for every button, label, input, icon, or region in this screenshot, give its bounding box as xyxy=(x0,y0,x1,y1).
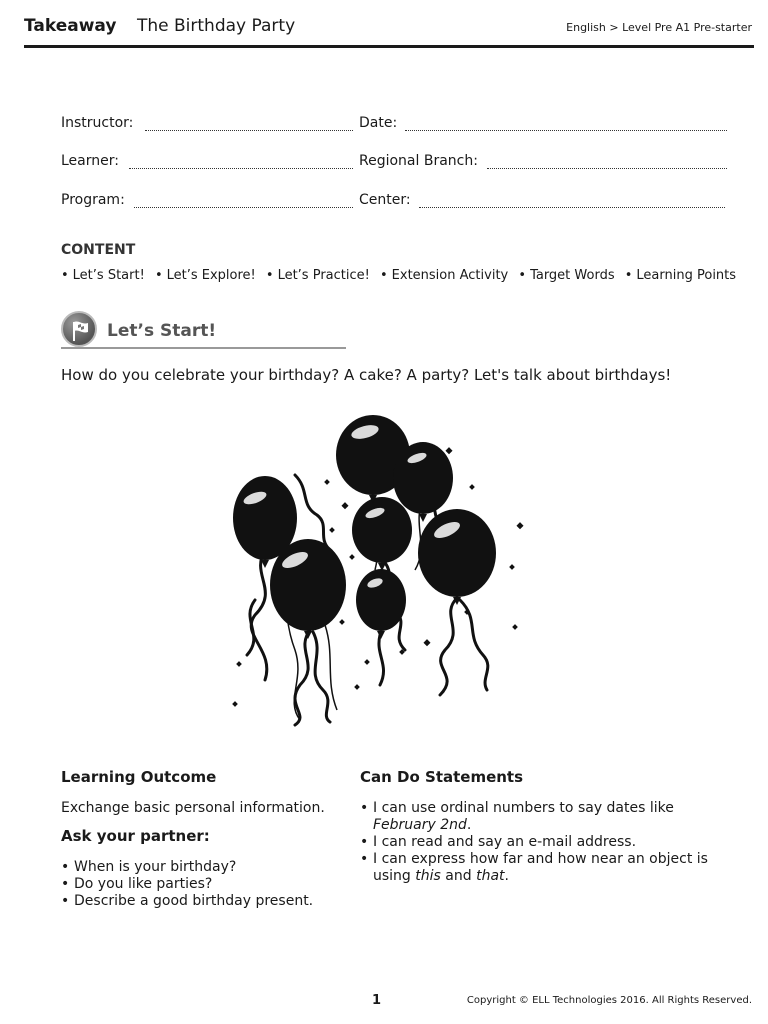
list-item: • I can express how far and how near an object is using this and that. xyxy=(360,851,740,885)
date-label: Date: xyxy=(359,115,398,131)
list-item: • I can use ordinal numbers to say dates like February 2nd. xyxy=(360,800,740,834)
content-list: • Let’s Start! • Let’s Explore! • Let’s Practice! • Extension Activity • Target Words • Learning Points xyxy=(61,268,737,283)
content-item[interactable]: Let’s Start! xyxy=(72,268,145,283)
balloons-illustration xyxy=(225,410,535,730)
copyright: Copyright © ELL Technologies 2016. All Rights Reserved. xyxy=(466,995,752,1006)
center-field[interactable] xyxy=(419,206,725,208)
content-heading: CONTENT xyxy=(61,242,136,258)
instructor-field[interactable] xyxy=(145,129,353,131)
right-column xyxy=(360,768,740,885)
brand-label: Takeaway xyxy=(24,16,117,36)
intro-text: How do you celebrate your birthday? A cake? A party? Let's talk about birthdays! xyxy=(61,366,672,384)
ask-partner-heading: Ask your partner: xyxy=(61,827,210,845)
content-item[interactable]: Extension Activity xyxy=(391,268,509,283)
form-row-program xyxy=(61,192,727,214)
learning-outcome-heading: Learning Outcome xyxy=(61,768,217,786)
list-item: • When is your birthday? xyxy=(61,859,351,876)
section-title: Let’s Start! xyxy=(107,321,217,341)
section-lets-start xyxy=(61,311,346,349)
page-header xyxy=(24,14,754,48)
left-column xyxy=(61,768,351,910)
can-do-list xyxy=(360,800,740,885)
can-do-heading: Can Do Statements xyxy=(360,768,524,786)
regional-branch-label: Regional Branch: xyxy=(359,153,478,169)
flag-icon xyxy=(61,311,97,347)
center-label: Center: xyxy=(359,192,411,208)
content-item[interactable]: Target Words xyxy=(530,268,615,283)
learner-label: Learner: xyxy=(61,153,119,169)
instructor-label: Instructor: xyxy=(61,115,134,131)
lesson-title: The Birthday Party xyxy=(137,16,296,36)
content-item[interactable]: Learning Points xyxy=(636,268,737,283)
learner-field[interactable] xyxy=(129,167,353,169)
program-field[interactable] xyxy=(134,206,353,208)
form-row-learner xyxy=(61,153,727,175)
list-item: • Describe a good birthday present. xyxy=(61,893,351,910)
regional-branch-field[interactable] xyxy=(487,167,727,169)
date-field[interactable] xyxy=(405,129,727,131)
learning-outcome-text: Exchange basic personal information. xyxy=(61,800,325,816)
content-item[interactable]: Let’s Practice! xyxy=(277,268,370,283)
list-item: • I can read and say an e-mail address. xyxy=(360,834,740,851)
program-label: Program: xyxy=(61,192,125,208)
list-item: • Do you like parties? xyxy=(61,876,351,893)
form-row-instructor xyxy=(61,115,727,137)
breadcrumb: English > Level Pre A1 Pre-starter xyxy=(566,21,752,34)
content-item[interactable]: Let’s Explore! xyxy=(166,268,256,283)
page-number: 1 xyxy=(372,993,382,1008)
ask-partner-list xyxy=(61,859,351,910)
